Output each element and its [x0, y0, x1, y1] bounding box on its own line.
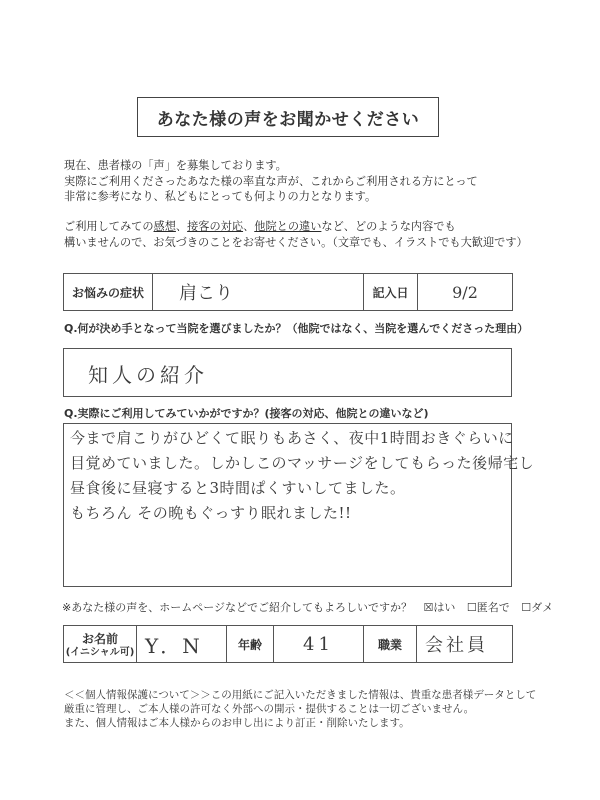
- age-field[interactable]: 41: [274, 626, 364, 663]
- answer-line: もちろん その晩もぐっすり眠れました!!: [70, 504, 352, 522]
- option-yes[interactable]: [424, 599, 456, 615]
- job-field[interactable]: 会社員: [417, 626, 513, 663]
- privacy-line-1: ＜＜個人情報保護について＞＞この用紙にご記入いただきました情報は、貴重な患者様データとして: [64, 689, 537, 701]
- name-sublabel: (イニシャル可): [65, 646, 135, 658]
- privacy-line-3: また、個人情報はご本人様からのお申し出により訂正・削除いたします。: [64, 717, 410, 729]
- answer-line: 昼食後に昼寝すると3時間ぱくすいしてました。: [70, 479, 406, 497]
- question-2-label: Q.実際にご利用してみていかがですか？(接客の対応、他院との違いなど): [64, 407, 429, 420]
- option-yes-label: はい: [433, 601, 456, 614]
- sep: 、: [175, 220, 188, 233]
- checked-box-icon[interactable]: ☒: [423, 601, 434, 614]
- option-no[interactable]: [521, 599, 553, 615]
- question-2-answer[interactable]: [63, 423, 535, 587]
- option-anonymous[interactable]: [467, 599, 510, 615]
- intro-line-3: 非常に参考になり、私どもにとっても何よりの力となります。: [64, 190, 377, 203]
- option-no-label: ダメ: [531, 601, 554, 614]
- sep: 、: [243, 220, 255, 233]
- date-field[interactable]: 9/2: [418, 274, 513, 311]
- consent-question: ※あなた様の声を、ホームページなどでご紹介してもよろしいですか？: [62, 601, 412, 614]
- intro-line-5: 構いませんので、お気づきのことをお寄せください。（文章でも、イラストでも大歓迎です）: [64, 235, 528, 249]
- intro-line-4-suffix: など、どのような内容でも: [321, 220, 456, 233]
- symptom-field[interactable]: 肩こり: [153, 274, 364, 311]
- answer-line: 目覚めていました。しかしこのマッサージをしてもらった後帰宅し: [70, 454, 535, 472]
- job-label: 職業: [364, 626, 417, 663]
- privacy-line-2: 厳重に管理し、ご本人様の許可なく外部への開示・提供することは一切ございません。: [64, 703, 475, 715]
- symptom-label: お悩みの症状: [64, 274, 153, 311]
- name-label: お名前: [81, 631, 118, 646]
- date-label: 記入日: [364, 274, 418, 311]
- consent-row: [62, 599, 553, 615]
- answer-line: 今まで肩こりがひどくて眠りもあさく、夜中1時間おきぐらいに: [70, 429, 514, 447]
- intro-text: [64, 158, 478, 205]
- underline-impressions: 感想: [153, 220, 176, 233]
- underline-difference: 他院との違い: [254, 220, 322, 233]
- symptom-table: [63, 273, 513, 311]
- name-field[interactable]: Y．N: [137, 626, 227, 663]
- intro-line-1: 現在、患者様の「声」を募集しております。: [64, 159, 287, 172]
- question-1-label: Q.何が決め手となって当院を選びましたか？（他院ではなく、当院を選んでくださった理由）: [64, 322, 529, 335]
- checkbox-icon[interactable]: ☐: [521, 601, 532, 614]
- age-label: 年齢: [227, 626, 274, 663]
- checkbox-icon[interactable]: ☐: [466, 601, 477, 614]
- intro-line-4: [64, 219, 528, 235]
- form-title: あなた様の声をお聞かせください: [137, 97, 439, 137]
- intro-line-2: 実際にご利用くださったあなた様の率直な声が、これからご利用される方にとって: [64, 174, 478, 188]
- underline-service: 接客の対応: [187, 220, 244, 233]
- name-label-cell: [64, 626, 137, 663]
- profile-table: [63, 625, 513, 663]
- option-anonymous-label: 匿名で: [476, 601, 510, 614]
- intro-line-4-prefix: ご利用してみての: [64, 220, 154, 233]
- intro-request: [64, 219, 528, 250]
- question-1-answer[interactable]: 知人の紹介: [63, 348, 512, 397]
- privacy-notice: [64, 688, 536, 730]
